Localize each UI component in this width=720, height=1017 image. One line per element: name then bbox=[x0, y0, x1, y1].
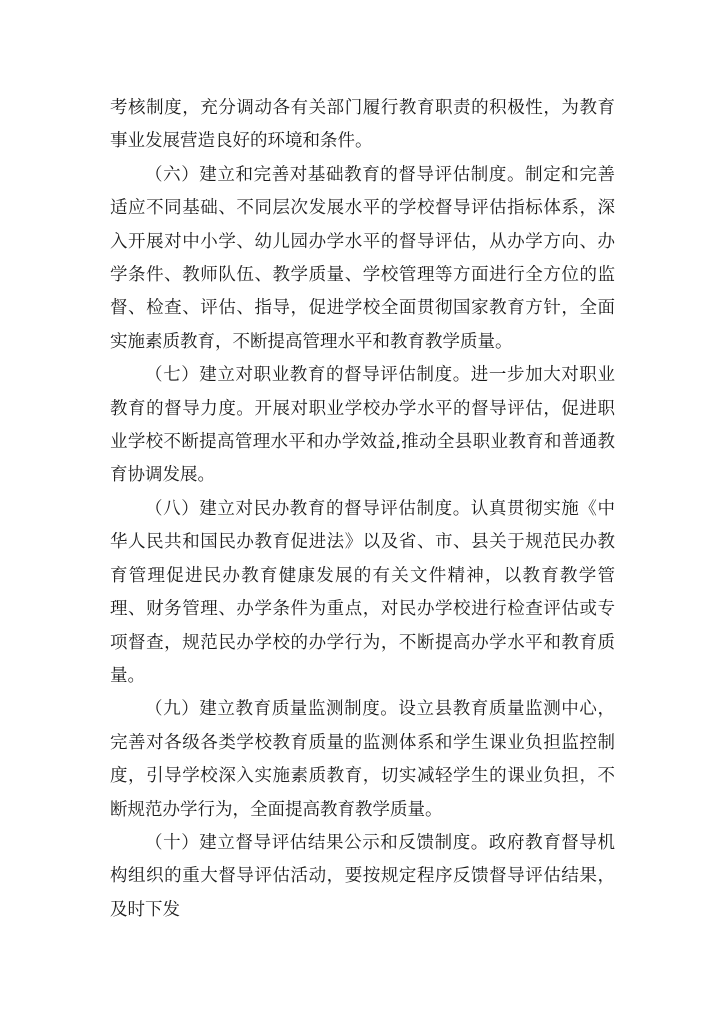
paragraph-section-9: （九）建立教育质量监测制度。设立县教育质量监测中心，完善对各级各类学校教育质量的监测体系和学生课业负担监控制度，引导学校深入实施素质教育，切实减轻学生的课业负担，不断规范办学行为，全面提高教育教学质量。 bbox=[110, 699, 615, 820]
document-body bbox=[110, 92, 615, 927]
paragraph-section-10: （十）建立督导评估结果公示和反馈制度。政府教育督导机构组织的重大督导评估活动，要按规定程序反馈督导评估结果，及时下发 bbox=[110, 832, 615, 920]
paragraph-section-8: （八）建立对民办教育的督导评估制度。认真贯彻实施《中华人民共和国民办教育促进法》以及省、市、县关于规范民办教育管理促进民办教育健康发展的有关文件精神，以教育教学管理、财务管理、办学条件为重点，对民办学校进行检查评估或专项督查，规范民办学校的办学行为，不断提高办学水平和教育质量。 bbox=[110, 498, 615, 686]
paragraph-section-6: （六）建立和完善对基础教育的督导评估制度。制定和完善适应不同基础、不同层次发展水平的学校督导评估指标体系，深入开展对中小学、幼儿园办学水平的督导评估，从办学方向、办学条件、教师队伍、教学质量、学校管理等方面进行全方位的监督、检查、评估、指导，促进学校全面贯彻国家教育方针，全面实施素质教育，不断提高管理水平和教育教学质量。 bbox=[110, 164, 615, 352]
paragraph-intro-continuation: 考核制度，充分调动各有关部门履行教育职责的积极性，为教育事业发展营造良好的环境和条件。 bbox=[110, 98, 615, 152]
paragraph-section-7: （七）建立对职业教育的督导评估制度。进一步加大对职业教育的督导力度。开展对职业学校办学水平的督导评估，促进职业学校不断提高管理水平和办学效益,推动全县职业教育和普通教育协调发展。 bbox=[110, 365, 615, 486]
